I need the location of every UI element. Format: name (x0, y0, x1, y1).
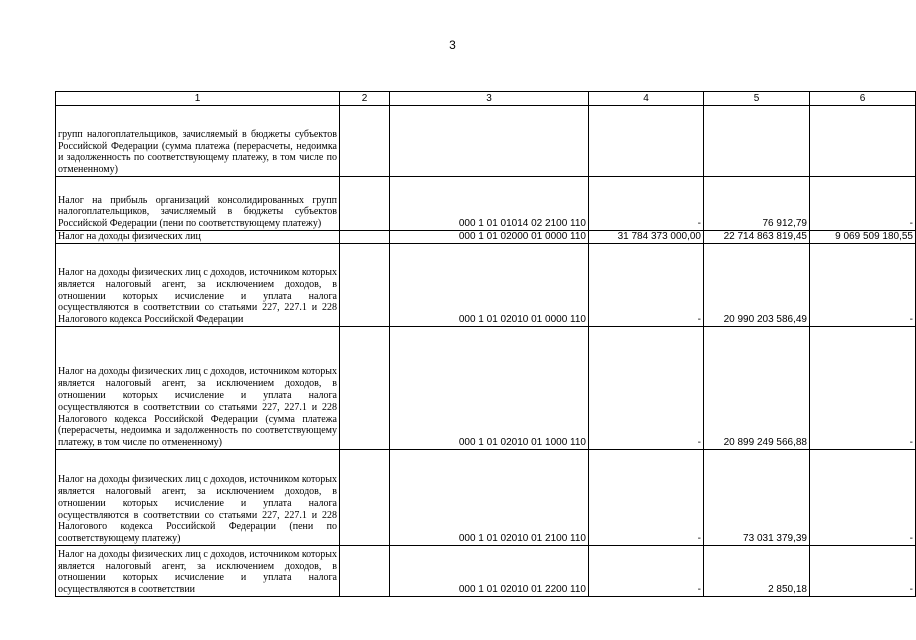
row-col5: 76 912,79 (704, 177, 810, 231)
row-col2 (340, 106, 390, 177)
row-col6: 9 069 509 180,55 (810, 231, 916, 244)
row-name: Налог на доходы физических лиц с доходов, источником которых является налоговый агент, за исключением доходов, в отношении которых исчисление и уплата налога осуществляются в соответствии со статьями 227, 227.1 и 228 Налогового кодекса Российской Федерации (пени по соответствующему платежу) (56, 450, 340, 546)
column-header-1: 1 (56, 92, 340, 106)
row-name: Налог на доходы физических лиц с доходов, источником которых является налоговый агент, за исключением доходов, в отношении которых исчисление и уплата налога осуществляются в соответствии (56, 546, 340, 597)
row-col6: - (810, 450, 916, 546)
report-table (55, 91, 916, 597)
row-code: 000 1 01 02010 01 1000 110 (390, 327, 589, 450)
row-code: 000 1 01 02010 01 2200 110 (390, 546, 589, 597)
row-col2 (340, 177, 390, 231)
column-header-6: 6 (810, 92, 916, 106)
row-col5 (704, 106, 810, 177)
column-header-2: 2 (340, 92, 390, 106)
row-col4: - (589, 450, 704, 546)
row-name: Налог на доходы физических лиц (56, 231, 340, 244)
row-code: 000 1 01 01014 02 2100 110 (390, 177, 589, 231)
table-row (56, 450, 916, 546)
table-row (56, 546, 916, 597)
column-header-4: 4 (589, 92, 704, 106)
row-code: 000 1 01 02000 01 0000 110 (390, 231, 589, 244)
row-name: групп налогоплательщиков, зачисляемый в бюджеты субъектов Российской Федерации (сумма платежа (перерасчеты, недоимка и задолженность по соответствующему платежу, в том числе по отмененному) (56, 106, 340, 177)
row-name: Налог на прибыль организаций консолидированных групп налогоплательщиков, зачисляемый в бюджеты субъектов Российской Федерации (пени по соответствующему платежу) (56, 177, 340, 231)
column-header-5: 5 (704, 92, 810, 106)
row-col2 (340, 244, 390, 327)
table-row (56, 177, 916, 231)
table-row (56, 231, 916, 244)
row-col2 (340, 231, 390, 244)
row-col2 (340, 546, 390, 597)
row-col4: - (589, 244, 704, 327)
row-code: 000 1 01 02010 01 2100 110 (390, 450, 589, 546)
row-name: Налог на доходы физических лиц с доходов, источником которых является налоговый агент, за исключением доходов, в отношении которых исчисление и уплата налога осуществляются в соответствии со статьями 227, 227.1 и 228 Налогового кодекса Российской Федерации (сумма платежа (перерасчеты, недоимка и задолженность по соответствующему платежу, в том числе по отмененному) (56, 327, 340, 450)
page-number: 3 (449, 38, 456, 52)
row-col5: 73 031 379,39 (704, 450, 810, 546)
row-col4: 31 784 373 000,00 (589, 231, 704, 244)
table-row (56, 106, 916, 177)
row-col5: 20 899 249 566,88 (704, 327, 810, 450)
table-row (56, 244, 916, 327)
row-col5: 20 990 203 586,49 (704, 244, 810, 327)
row-col4: - (589, 546, 704, 597)
row-col2 (340, 450, 390, 546)
row-col2 (340, 327, 390, 450)
row-col5: 22 714 863 819,45 (704, 231, 810, 244)
row-col6: - (810, 327, 916, 450)
header-row (56, 92, 916, 106)
row-col4 (589, 106, 704, 177)
row-col6: - (810, 177, 916, 231)
row-code: 000 1 01 02010 01 0000 110 (390, 244, 589, 327)
row-col6: - (810, 546, 916, 597)
row-col6: - (810, 244, 916, 327)
column-header-3: 3 (390, 92, 589, 106)
row-name: Налог на доходы физических лиц с доходов, источником которых является налоговый агент, за исключением доходов, в отношении которых исчисление и уплата налога осуществляются в соответствии со статьями 227, 227.1 и 228 Налогового кодекса Российской Федерации (56, 244, 340, 327)
row-col5: 2 850,18 (704, 546, 810, 597)
table-row (56, 327, 916, 450)
row-code (390, 106, 589, 177)
row-col4: - (589, 327, 704, 450)
row-col6 (810, 106, 916, 177)
row-col4: - (589, 177, 704, 231)
